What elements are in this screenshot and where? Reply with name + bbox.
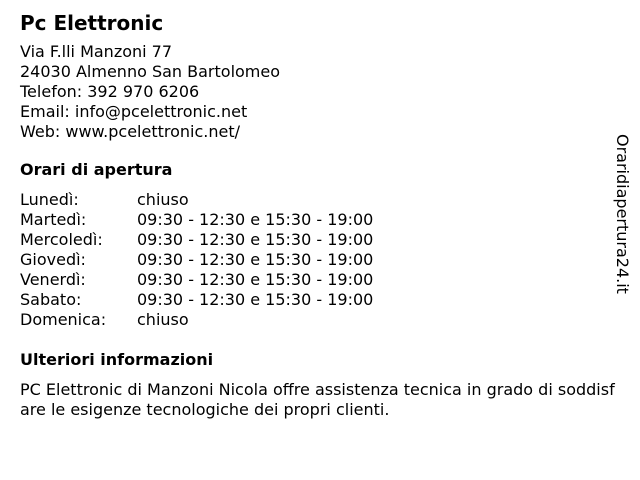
business-description: PC Elettronic di Manzoni Nicola offre assistenza tecnica in grado di soddisfare le esigenze tecnologiche dei propri clienti. xyxy=(20,380,615,419)
hours-time-value: 09:30 - 12:30 e 15:30 - 19:00 xyxy=(137,270,374,289)
hours-day-label: Venerdì: xyxy=(20,270,86,289)
hours-row-domenica xyxy=(20,310,615,330)
website: Web: www.pcelettronic.net/ xyxy=(20,122,240,141)
hours-row-venerdi xyxy=(20,270,615,290)
hours-day-label: Lunedì: xyxy=(20,190,79,209)
hours-row-giovedi xyxy=(20,250,615,270)
additional-info-heading: Ulteriori informazioni xyxy=(20,350,214,369)
phone-number: Telefon: 392 970 6206 xyxy=(20,82,200,101)
hours-day-label: Mercoledì: xyxy=(20,230,103,249)
hours-row-lunedi xyxy=(20,190,615,210)
hours-row-mercoledi xyxy=(20,230,615,250)
opening-hours-heading: Orari di apertura xyxy=(20,160,173,179)
address-block xyxy=(20,42,615,142)
hours-day-label: Domenica: xyxy=(20,310,107,329)
hours-row-martedi xyxy=(20,210,615,230)
watermark-text: Oraridiapertura24.it xyxy=(613,134,632,294)
business-card xyxy=(20,10,615,420)
hours-time-value: chiuso xyxy=(137,310,189,329)
opening-hours-list xyxy=(20,190,615,330)
city-address: 24030 Almenno San Bartolomeo xyxy=(20,62,281,81)
business-name: Pc Elettronic xyxy=(20,11,164,35)
street-address: Via F.lli Manzoni 77 xyxy=(20,42,173,61)
hours-time-value: 09:30 - 12:30 e 15:30 - 19:00 xyxy=(137,250,374,269)
email-address: Email: info@pcelettronic.net xyxy=(20,102,248,121)
hours-day-label: Sabato: xyxy=(20,290,82,309)
site-watermark xyxy=(604,134,640,310)
hours-row-sabato xyxy=(20,290,615,310)
hours-time-value: 09:30 - 12:30 e 15:30 - 19:00 xyxy=(137,210,374,229)
hours-day-label: Giovedì: xyxy=(20,250,86,269)
hours-day-label: Martedì: xyxy=(20,210,87,229)
hours-time-value: 09:30 - 12:30 e 15:30 - 19:00 xyxy=(137,230,374,249)
hours-time-value: chiuso xyxy=(137,190,189,209)
hours-time-value: 09:30 - 12:30 e 15:30 - 19:00 xyxy=(137,290,374,309)
